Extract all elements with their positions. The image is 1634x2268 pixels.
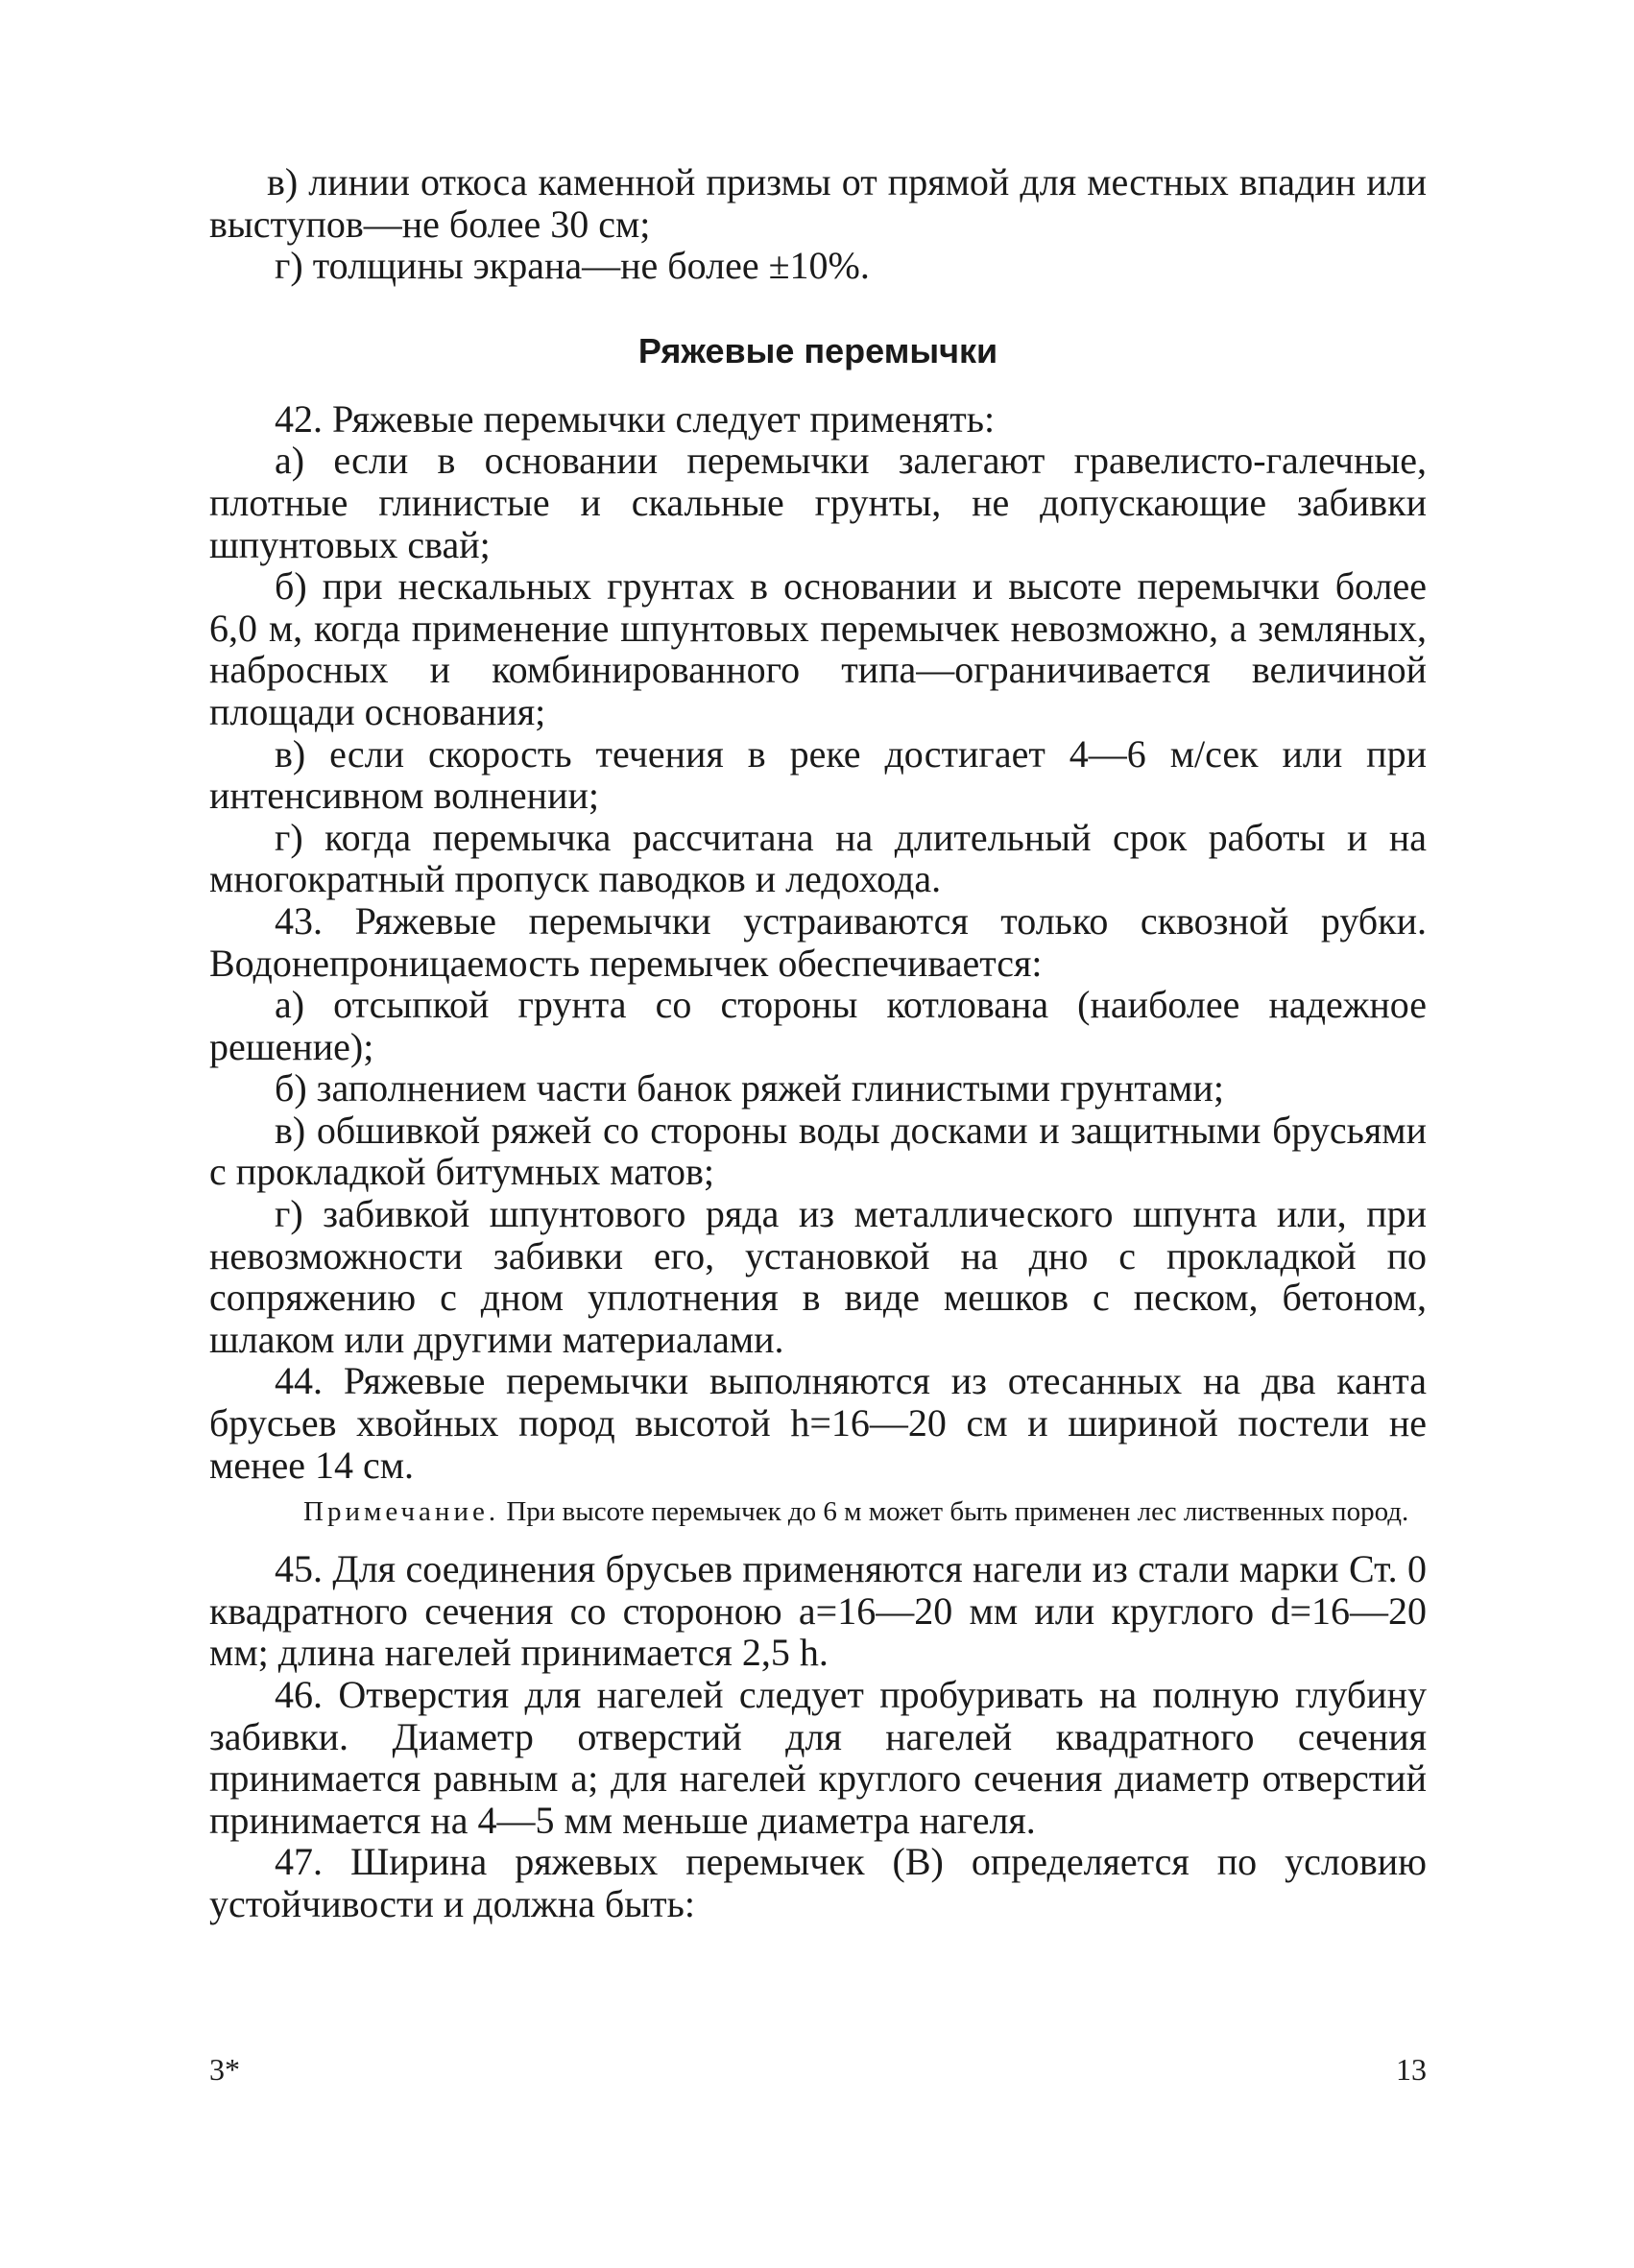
- page-number: 13: [1396, 2052, 1427, 2087]
- paragraph: в) если скорость течения в реке достигает 4—6 м/сек или при интенсивном волнении;: [209, 731, 1427, 818]
- paragraph: г) толщины экрана—не более ±10%.: [275, 244, 870, 288]
- paragraph: в) линии откоса каменной призмы от прямой для местных впадин или выступов—не более 30 см;: [209, 160, 1427, 246]
- paragraph: в) обшивкой ряжей со стороны воды досками и защитными брусьями с прокладкой битумных матов;: [209, 1108, 1427, 1194]
- paragraph: б) заполнением части банок ряжей глинистыми грунтами;: [275, 1066, 1224, 1110]
- note: [209, 1495, 1427, 1529]
- paragraph: б) при нескальных грунтах в основании и высоте перемычки более 6,0 м, когда применение шпунтовых перемычек невозможно, а земляных, набросных и комбинированного типа—ограничивается величиной площади основания;: [209, 564, 1427, 733]
- document-body: [209, 161, 1427, 1925]
- paragraph: 44. Ряжевые перемычки выполняются из отесанных на два канта брусьев хвойных пород высотой h=16—20 см и шириной постели не менее 14 см.: [209, 1359, 1427, 1487]
- paragraph: 47. Ширина ряжевых перемычек (B) определяется по условию устойчивости и должна быть:: [209, 1840, 1427, 1925]
- note-text: При высоте перемычек до 6 м может быть применен лес лиственных пород.: [506, 1496, 1409, 1528]
- paragraph: г) когда перемычка рассчитана на длительный срок работы и на многократный пропуск паводков и ледохода.: [209, 815, 1427, 901]
- paragraph: а) если в основании перемычки залегают гравелисто-галечные, плотные глинистые и скальные грунты, не допускающие забивки шпунтовых свай;: [209, 439, 1427, 566]
- paragraph: г) забивкой шпунтового ряда из металлического шпунта или, при невозможности забивки его, установкой на дно с прокладкой по сопряжению с дном уплотнения в виде мешков с песком, бетоном, шлаком или другими материалами.: [209, 1192, 1427, 1361]
- paragraph: а) отсыпкой грунта со стороны котлована (наиболее надежное решение);: [209, 983, 1427, 1068]
- note-label: Примечание.: [303, 1496, 500, 1528]
- paragraph: 42. Ряжевые перемычки следует применять:: [275, 396, 996, 441]
- signature-mark: 3*: [209, 2052, 240, 2087]
- paragraph: 45. Для соединения брусьев применяются нагели из стали марки Ст. 0 квадратного сечения со стороною a=16—20 мм или круглого d=16—20 мм; длина нагелей принимается 2,5 h.: [209, 1547, 1427, 1675]
- paragraph: 43. Ряжевые перемычки устраиваются только сквозной рубки. Водонепроницаемость перемычек обеспечивается:: [209, 898, 1427, 985]
- section-heading: Ряжевые перемычки: [637, 330, 998, 370]
- paragraph: 46. Отверстия для нагелей следует пробуривать на полную глубину забивки. Диаметр отверстий для нагелей квадратного сечения принимается равным a; для нагелей круглого сечения диаметр отверстий принимается на 4—5 мм меньше диаметра нагеля.: [209, 1673, 1427, 1842]
